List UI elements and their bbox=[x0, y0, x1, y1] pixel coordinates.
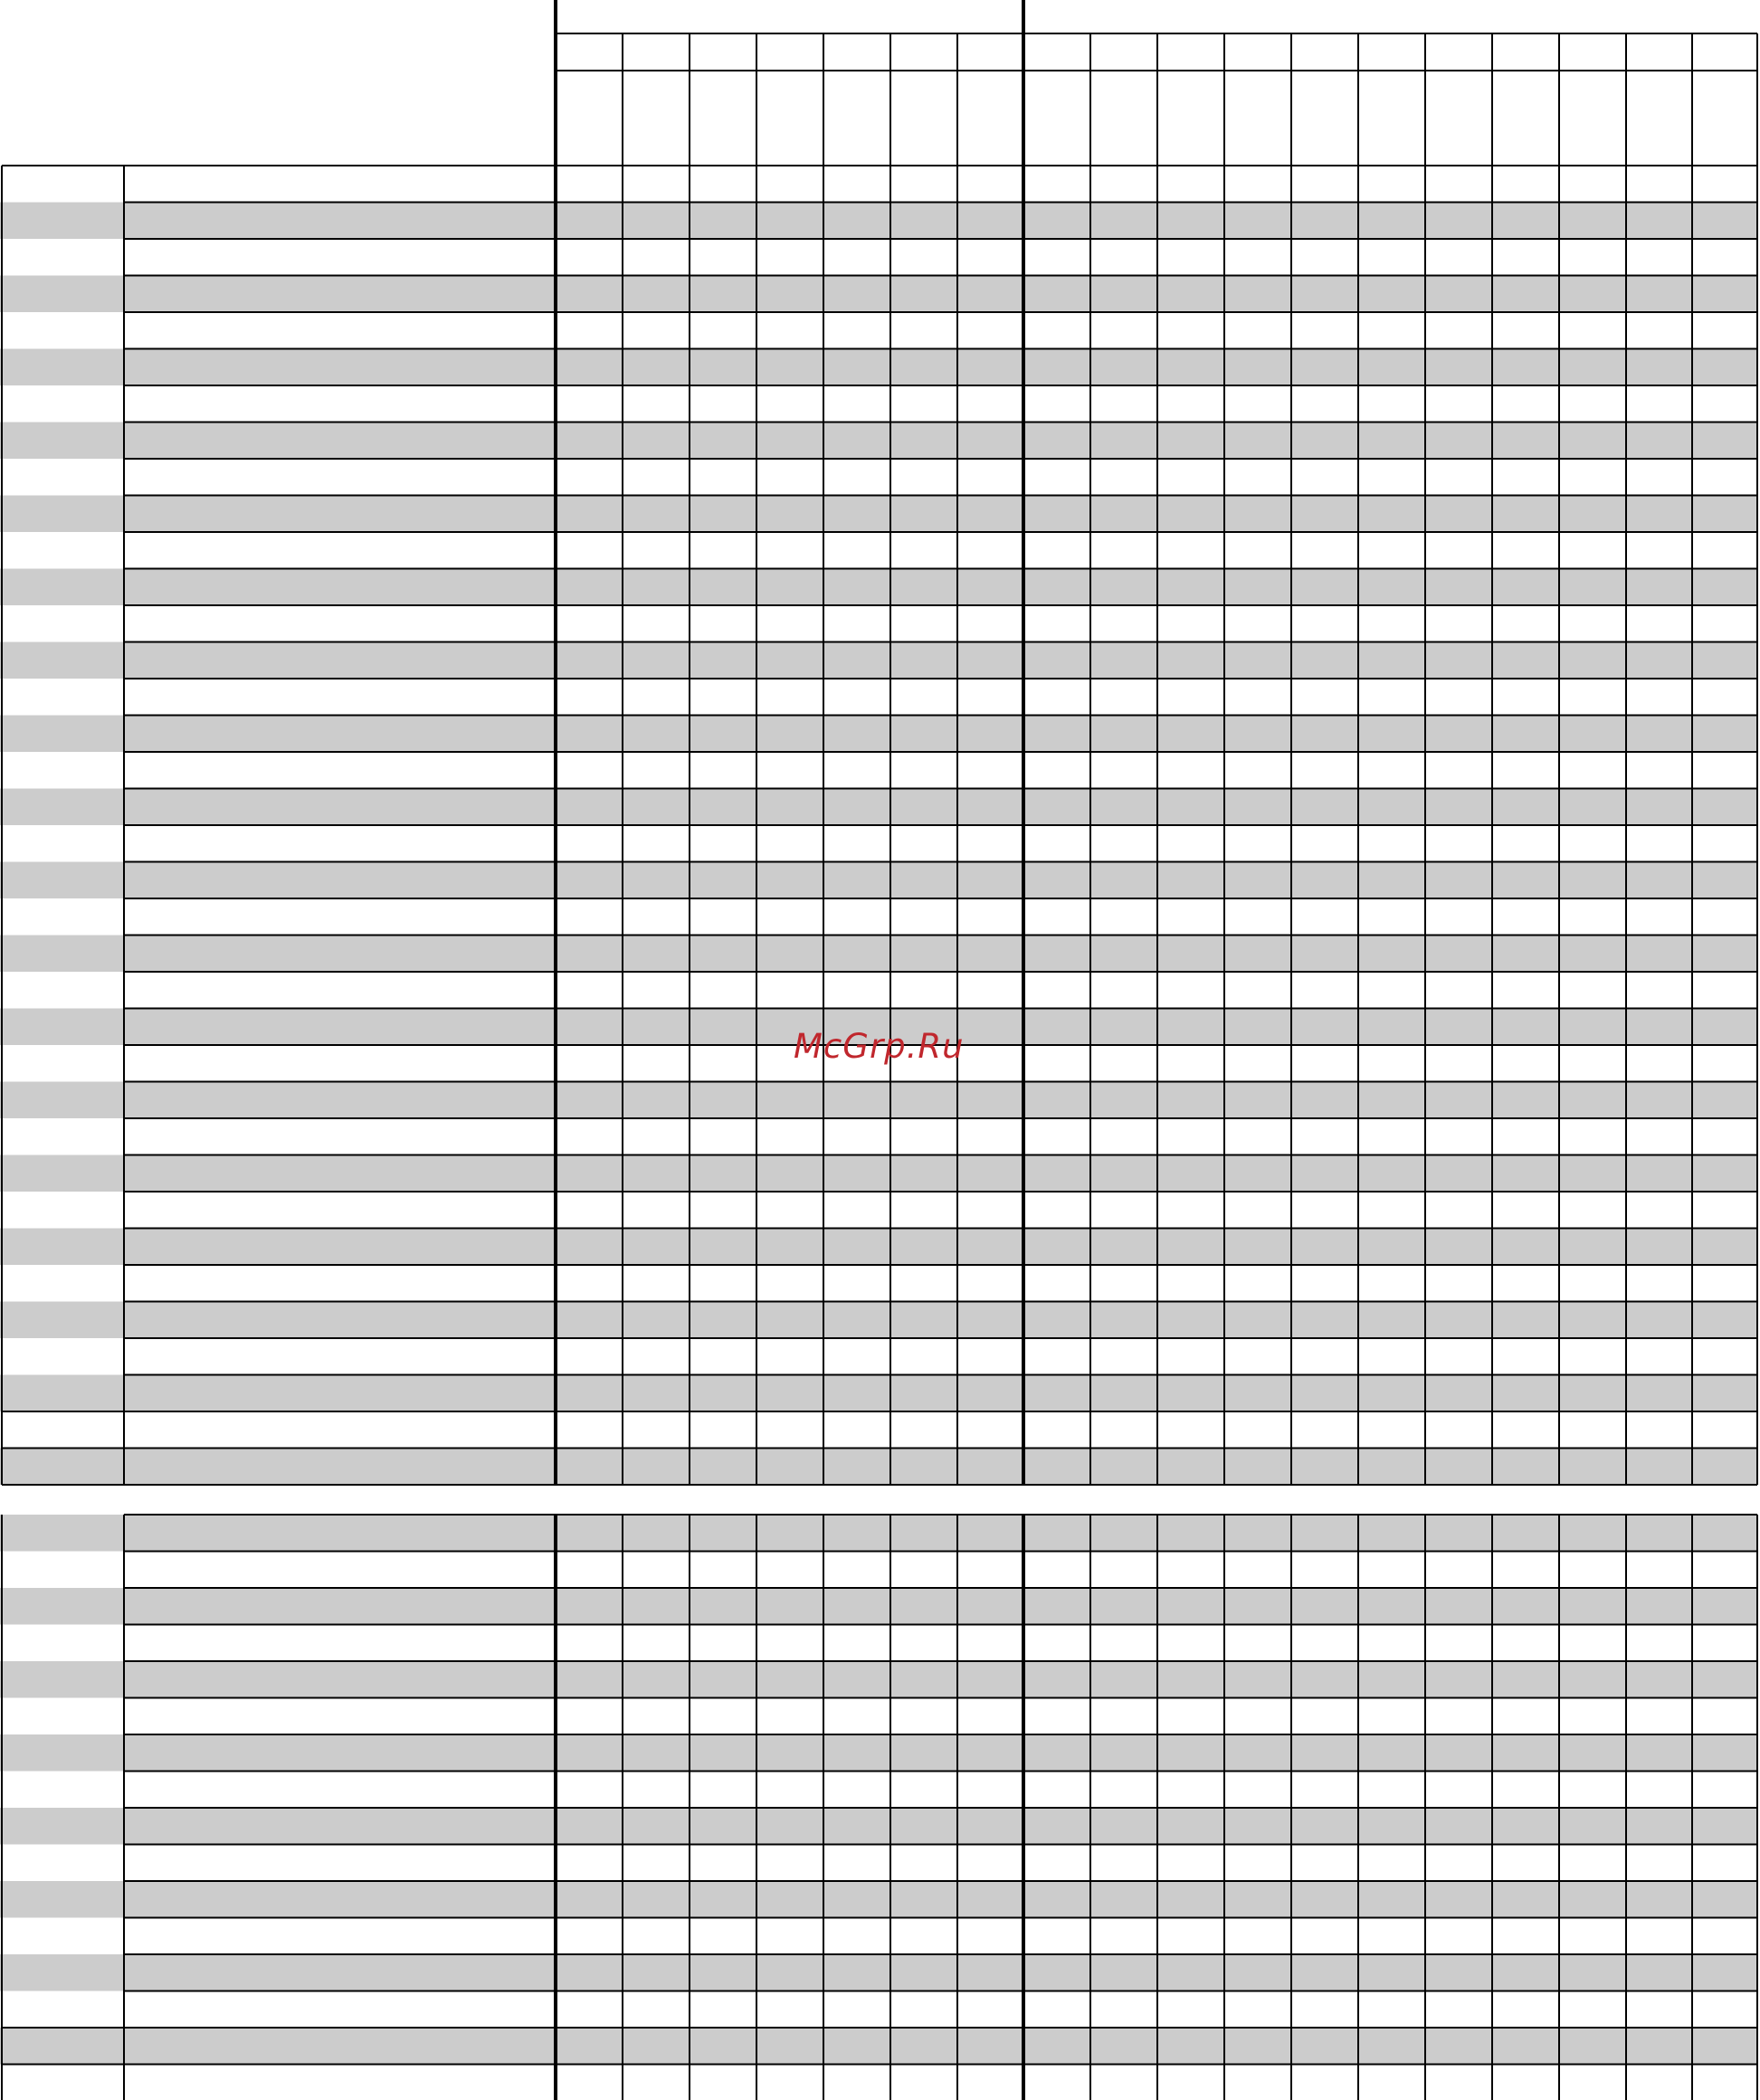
shaded-row bbox=[0, 496, 1757, 533]
shaded-row bbox=[0, 716, 1757, 753]
shaded-row bbox=[0, 423, 1757, 460]
shaded-row bbox=[0, 642, 1757, 679]
shaded-row bbox=[0, 203, 1757, 240]
shaded-row bbox=[0, 1954, 1757, 1991]
shaded-row bbox=[0, 1588, 1757, 1625]
shaded-row bbox=[0, 1229, 1757, 1266]
shaded-row bbox=[0, 276, 1757, 313]
shaded-row bbox=[0, 1302, 1757, 1339]
shaded-row bbox=[0, 1155, 1757, 1193]
shaded-row bbox=[0, 1375, 1757, 1412]
shaded-row bbox=[0, 862, 1757, 899]
shaded-row bbox=[0, 1661, 1757, 1698]
shaded-row bbox=[0, 2028, 1757, 2065]
shaded-row bbox=[0, 1449, 1757, 1486]
shaded-row bbox=[0, 789, 1757, 826]
shaded-row bbox=[0, 1881, 1757, 1918]
shaded-row bbox=[0, 1082, 1757, 1119]
shaded-row bbox=[0, 1808, 1757, 1845]
shaded-row bbox=[0, 1734, 1757, 1772]
shaded-row bbox=[0, 1515, 1757, 1552]
shaded-row bbox=[0, 936, 1757, 973]
shaded-row bbox=[0, 569, 1757, 606]
shaded-row bbox=[0, 349, 1757, 386]
watermark-text: McGrp.Ru bbox=[794, 1027, 965, 1066]
